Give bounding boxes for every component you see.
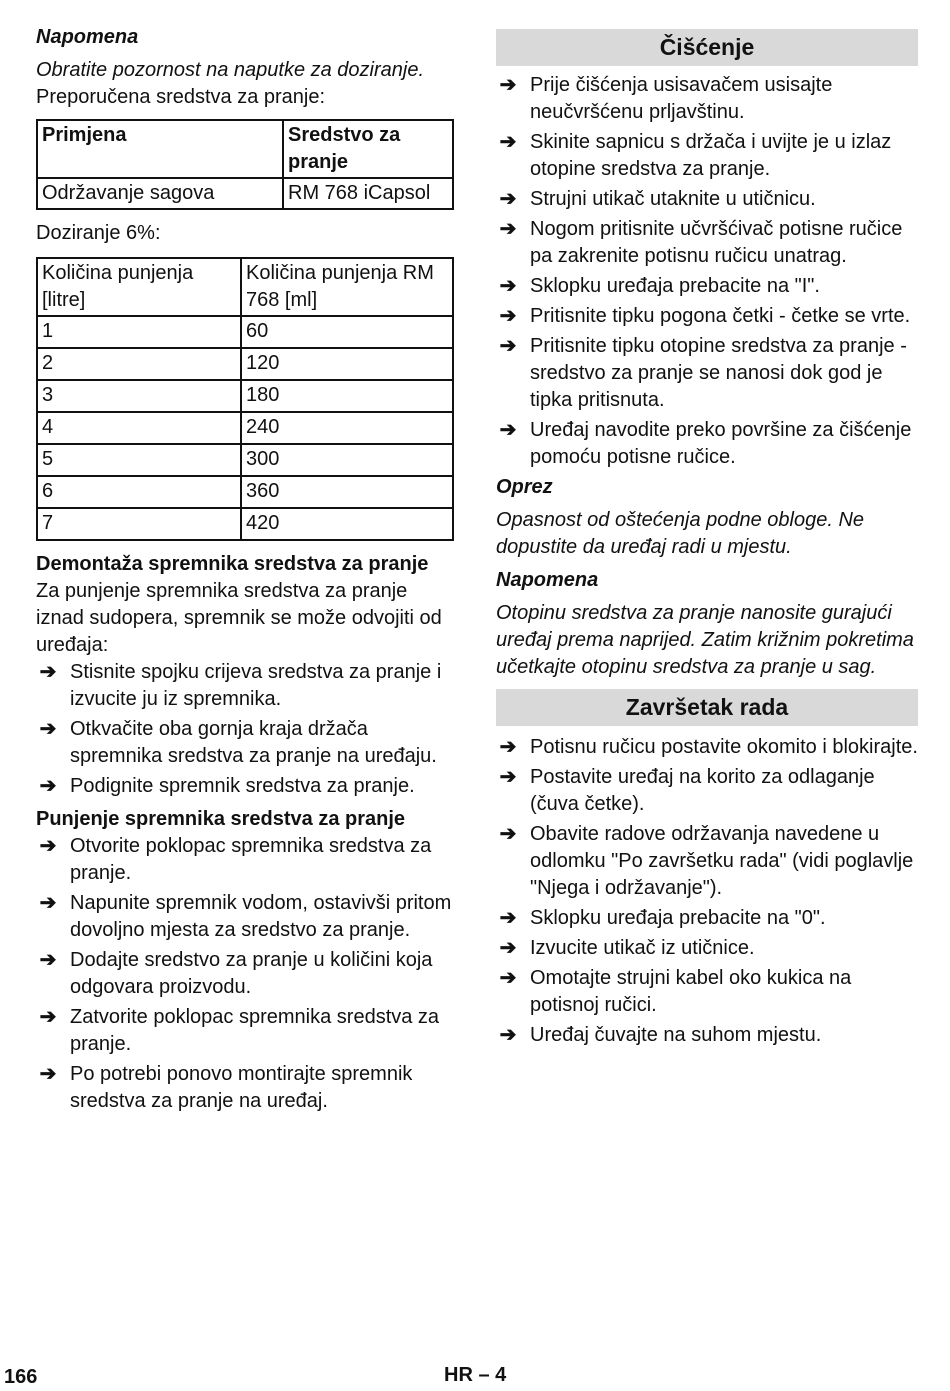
list-item [496,965,918,1019]
arrow-right-icon: ➔ [499,937,517,959]
table-header-cell: Količina punjenja [litre] [37,258,241,316]
table-row [37,380,453,412]
left-column [36,24,456,1118]
arrow-right-icon: ➔ [39,1063,57,1085]
arrow-right-icon: ➔ [499,188,517,210]
table-cell: 300 [241,444,453,476]
table-cell: 6 [37,476,241,508]
list-item [496,129,918,183]
list-item [496,216,918,270]
dosing-table [36,257,454,541]
step-text: Nogom pritisnite učvršćivač potisne ručice pa zakrenite potisnu ručicu unatrag. [530,218,903,267]
list-item [36,1061,456,1115]
table-cell: 420 [241,508,453,540]
arrow-right-icon: ➔ [499,766,517,788]
filling-steps [36,833,456,1115]
arrow-right-icon: ➔ [499,131,517,153]
step-text: Uređaj navodite preko površine za čišćenje pomoću potisne ručice. [530,419,912,468]
table-cell: 7 [37,508,241,540]
arrow-right-icon: ➔ [499,305,517,327]
arrow-right-icon: ➔ [499,419,517,441]
demontage-steps [36,659,456,800]
list-item [496,935,918,962]
section-heading-demontage: Demontaža spremnika sredstva za pranje [36,553,429,575]
caution-text: Opasnost od oštećenja podne obloge. Ne dopustite da uređaj radi u mjestu. [496,509,865,558]
list-item [496,1022,918,1049]
step-text: Dodajte sredstvo za pranje u količini koja odgovara proizvodu. [70,949,433,998]
list-item [36,833,456,887]
table-cell: Održavanje sagova [37,178,283,209]
arrow-right-icon: ➔ [39,835,57,857]
step-text: Otkvačite oba gornja kraja držača spremnika sredstva za pranje na uređaju. [70,718,437,767]
arrow-right-icon: ➔ [39,718,57,740]
list-item [36,773,456,800]
table-cell: 4 [37,412,241,444]
right-column [496,29,918,1052]
section-heading-cleaning: Čišćenje [496,29,918,66]
list-item [496,905,918,932]
table-cell: 3 [37,380,241,412]
step-text: Obavite radove održavanja navedene u odlomku "Po završetku rada" (vidi poglavlje "Njega i održavanje"). [530,823,914,899]
step-text: Po potrebi ponovo montirajte spremnik sredstva za pranje na uređaj. [70,1063,413,1112]
table-header-cell: Količina punjenja RM 768 [ml] [241,258,453,316]
arrow-right-icon: ➔ [499,74,517,96]
table-cell: 60 [241,316,453,348]
table-row [37,508,453,540]
list-item [36,716,456,770]
end-of-work-steps [496,734,918,1049]
table-row [37,178,453,209]
table-row [37,476,453,508]
table-cell: RM 768 iCapsol [283,178,453,209]
step-text: Pritisnite tipku pogona četki - četke se vrte. [530,305,911,327]
arrow-right-icon: ➔ [499,335,517,357]
step-text: Pritisnite tipku otopine sredstva za pranje - sredstvo za pranje se nanosi dok god je tipka pritisnuta. [530,335,907,411]
dosing-label: Doziranje 6%: [36,222,161,244]
table-row [37,412,453,444]
list-item [496,333,918,414]
step-text: Podignite spremnik sredstva za pranje. [70,775,415,797]
list-item [496,303,918,330]
section-heading-filling: Punjenje spremnika sredstva za pranje [36,808,406,830]
arrow-right-icon: ➔ [499,1024,517,1046]
step-text: Napunite spremnik vodom, ostavivši pritom dovoljno mjesta za sredstvo za pranje. [70,892,452,941]
note-text: Otopinu sredstva za pranje nanosite gurajući uređaj prema naprijed. Zatim križnim pokretima učetkajte otopinu sredstva za pranje u sag. [496,602,914,678]
list-item [496,72,918,126]
step-text: Otvorite poklopac spremnika sredstva za pranje. [70,835,432,884]
section-heading-end-of-work: Završetak rada [496,689,918,726]
table-header-row [37,120,453,178]
step-text: Omotajte strujni kabel oko kukica na potisnoj ručici. [530,967,852,1016]
table-cell: 120 [241,348,453,380]
list-item [496,417,918,471]
list-item [496,821,918,902]
step-text: Skinite sapnicu s držača i uvijte je u izlaz otopine sredstva za pranje. [530,131,892,180]
cleaning-steps [496,72,918,471]
arrow-right-icon: ➔ [39,661,57,683]
table-header-cell: Primjena [37,120,283,178]
list-item [36,659,456,713]
caution-title: Oprez [496,476,553,498]
arrow-right-icon: ➔ [39,892,57,914]
page-number: 166 [4,1366,38,1388]
list-item [36,890,456,944]
arrow-right-icon: ➔ [499,218,517,240]
arrow-right-icon: ➔ [39,949,57,971]
step-text: Uređaj čuvajte na suhom mjestu. [530,1024,822,1046]
list-item [496,734,918,761]
step-text: Prije čišćenja usisavačem usisajte neučvršćenu prljavštinu. [530,74,833,123]
language-page-label: HR – 4 [444,1364,507,1386]
step-text: Sklopku uređaja prebacite na "I". [530,275,820,297]
list-item [496,273,918,300]
table-cell: 5 [37,444,241,476]
step-text: Izvucite utikač iz utičnice. [530,937,755,959]
arrow-right-icon: ➔ [499,736,517,758]
arrow-right-icon: ➔ [499,907,517,929]
arrow-right-icon: ➔ [499,275,517,297]
arrow-right-icon: ➔ [499,967,517,989]
arrow-right-icon: ➔ [39,1006,57,1028]
step-text: Strujni utikač utaknite u utičnicu. [530,188,816,210]
list-item [36,1004,456,1058]
table-cell: 360 [241,476,453,508]
note-text: Obratite pozornost na naputke za doziranje. [36,59,425,81]
table-cell: 2 [37,348,241,380]
table-row [37,316,453,348]
arrow-right-icon: ➔ [499,823,517,845]
demontage-intro: Za punjenje spremnika sredstva za pranje iznad sudopera, spremnik se može odvojiti od uređaja: [36,580,442,656]
step-text: Postavite uređaj na korito za odlaganje (čuva četke). [530,766,875,815]
step-text: Sklopku uređaja prebacite na "0". [530,907,826,929]
recommended-label: Preporučena sredstva za pranje: [36,86,326,108]
detergent-table [36,119,454,210]
table-cell: 240 [241,412,453,444]
list-item [496,764,918,818]
arrow-right-icon: ➔ [39,775,57,797]
table-cell: 180 [241,380,453,412]
table-header-cell: Sredstvo za pranje [283,120,453,178]
list-item [496,186,918,213]
step-text: Potisnu ručicu postavite okomito i blokirajte. [530,736,918,758]
table-row [37,444,453,476]
table-cell: 1 [37,316,241,348]
table-row [37,348,453,380]
note-title: Napomena [36,26,139,48]
note-title: Napomena [496,569,599,591]
step-text: Zatvorite poklopac spremnika sredstva za pranje. [70,1006,440,1055]
table-header-row [37,258,453,316]
step-text: Stisnite spojku crijeva sredstva za pranje i izvucite ju iz spremnika. [70,661,442,710]
list-item [36,947,456,1001]
